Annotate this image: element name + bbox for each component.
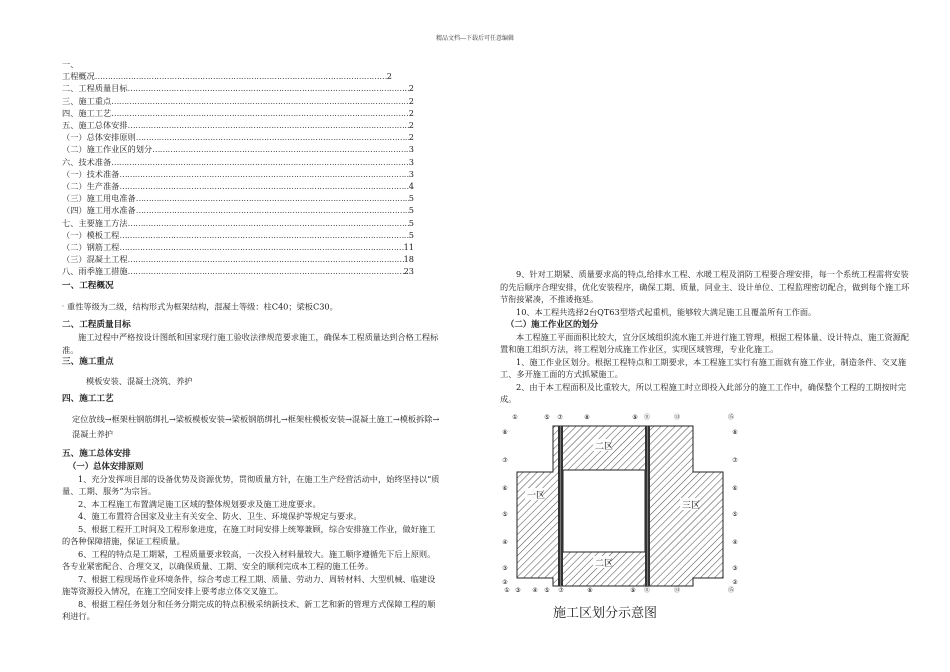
axis-label: ⑧ bbox=[732, 429, 738, 436]
toc-entry-label: （一）技术准备 bbox=[62, 168, 120, 179]
axis-label: ⑬ bbox=[673, 414, 681, 421]
toc-entry-page: 5 bbox=[408, 205, 414, 216]
toc-leader-dots bbox=[119, 168, 408, 180]
principle-item: 1、充分发挥项目部的设备优势及资源优势，贯彻质量方针，在施工生产经营活动中，始终坚持以“质量、工期、服务”为宗旨。 bbox=[62, 473, 440, 497]
principle-item: 6、工程的特点是工期紧，工程质量要求较高，一次投入材料量较大。施工顺序遵循先下后上原则。各专业紧密配合、合理交叉，以确保质量、工期、安全的顺利完成本工程的施工任务。 bbox=[62, 548, 436, 572]
subsection-2-p1: 本工程施工平面面积比较大，宜分区域组织流水施工并进行施工管理，根据工程体量、设计特点、施工资源配置和施工组织方法，将工程划分成施工作业区，实现区域管理，专业化施工。 bbox=[500, 331, 910, 354]
toc-entry bbox=[62, 253, 414, 265]
axis-label: ③ bbox=[732, 565, 738, 572]
toc-entry-page: 2 bbox=[408, 107, 414, 118]
toc-leader-dots bbox=[152, 143, 409, 155]
section-1-title: 一、工程概况 bbox=[62, 281, 114, 291]
toc-entry-page: 2 bbox=[408, 83, 414, 94]
toc-leader-dots bbox=[95, 70, 387, 82]
axis-label: ⑮ bbox=[727, 414, 735, 421]
principle-item: 4、施工布置符合国家及业主有关安全、防火、卫生、环境保护等规定与要求。 bbox=[78, 511, 362, 522]
toc-leader-dots bbox=[119, 180, 408, 192]
central-courtyard bbox=[563, 470, 645, 552]
axis-label: ③ bbox=[502, 565, 508, 572]
toc-leader-dots bbox=[111, 95, 409, 107]
axis-label: ⑦ bbox=[502, 457, 508, 464]
axis-labels-top bbox=[512, 413, 734, 421]
toc-entry-label: 三、施工重点 bbox=[62, 95, 112, 106]
toc-leader-dots bbox=[111, 107, 409, 119]
toc-leader-dots bbox=[119, 229, 408, 241]
section-5-subtitle: （一）总体安排原则 bbox=[68, 461, 144, 472]
toc-entry-label: （四）施工用水准备 bbox=[62, 205, 136, 216]
toc-entry bbox=[62, 265, 414, 277]
section-5-title: 五、施工总体安排 bbox=[62, 448, 131, 459]
toc-entry-page: 3 bbox=[408, 144, 414, 155]
toc-entry-label: （二）钢筋工程 bbox=[62, 242, 120, 253]
axis-label: ⑮ bbox=[727, 587, 735, 594]
axis-label: ④ bbox=[532, 587, 538, 594]
toc-entry bbox=[62, 229, 414, 241]
axis-label: ⑤ bbox=[544, 587, 550, 594]
toc-leader-dots bbox=[136, 131, 409, 143]
toc-entry bbox=[62, 107, 414, 119]
axis-label: ⑥ bbox=[732, 485, 738, 492]
toc-entry-label: （一）模板工程 bbox=[62, 229, 120, 240]
toc-entry bbox=[62, 70, 392, 82]
zone-label-1: 一区 bbox=[527, 491, 546, 501]
toc-entry-page: 2 bbox=[386, 71, 392, 82]
axis-label: ⑦ bbox=[557, 414, 563, 421]
toc-entry-label: 工程概况 bbox=[62, 71, 95, 82]
section-2-text: 施工过程中严格按设计图纸和国家现行施工验收法律规范要求施工，确保本工程质量达到合格工程标准。 bbox=[62, 332, 439, 355]
axis-labels-right bbox=[732, 429, 738, 586]
toc-entry-label: （三）施工用电准备 bbox=[62, 193, 136, 204]
axis-label: ⑤ bbox=[544, 414, 550, 421]
toc-leader-dots bbox=[128, 265, 404, 277]
toc-entry-page: 3 bbox=[408, 168, 414, 179]
axis-labels-left bbox=[502, 429, 508, 586]
left-column bbox=[62, 280, 442, 623]
axis-label: ⑬ bbox=[673, 587, 681, 594]
section-3-text: 模板安装、混凝土浇筑、养护 bbox=[86, 375, 193, 386]
toc-entry bbox=[62, 192, 414, 204]
section-1-text: 重性等级为二级，结构形式为框架结构，混凝土等级：柱C40；梁板C30。 bbox=[67, 301, 338, 312]
axis-label: ① bbox=[512, 414, 518, 421]
axis-label: ③ bbox=[515, 587, 521, 594]
toc-leader-dots bbox=[128, 253, 404, 265]
toc-entry-page: 5 bbox=[408, 229, 414, 240]
axis-label: ⑦ bbox=[732, 457, 738, 464]
toc-entry-page: 23 bbox=[403, 266, 414, 277]
toc-entry-page: 2 bbox=[408, 132, 414, 143]
right-column bbox=[500, 268, 910, 406]
subsection-2-p2: 1、施工作业区划分。根据工程特点和工期要求，本工程施工实行有施工面就有施工作业，制造条件、交叉施工、多开施工面的方式抓紧施工。 bbox=[500, 356, 907, 379]
page-header: 精品文档---下载后可任意编辑 bbox=[435, 35, 515, 42]
axis-label: ⑪ bbox=[643, 587, 651, 594]
axis-labels-bottom bbox=[504, 586, 734, 594]
toc-entry-label: 七、主要施工方法 bbox=[62, 217, 128, 228]
toc-entry bbox=[62, 168, 414, 180]
toc-entry-page: 4 bbox=[408, 181, 414, 192]
right-items bbox=[500, 268, 910, 318]
toc-leader-dots bbox=[128, 82, 409, 94]
toc-entry-label: 六、技术准备 bbox=[62, 156, 112, 167]
toc-entry bbox=[62, 131, 414, 143]
axis-label: ⑦ bbox=[558, 587, 564, 594]
diagram-caption: 施工区划分示意图 bbox=[553, 606, 658, 621]
toc-entry bbox=[62, 95, 414, 107]
principle-item: 8、根据工程任务划分和任务分期完成的特点积极采纳新技术、新工艺和新的管理方式保障工程的顺利进行。 bbox=[62, 598, 436, 622]
toc-entry bbox=[62, 217, 414, 229]
section-1-mark: 。 bbox=[62, 301, 68, 308]
toc-entry-page: 18 bbox=[403, 254, 414, 265]
toc-entry-label: 五、施工总体安排 bbox=[62, 120, 128, 131]
toc-entry-label: （二）生产准备 bbox=[62, 181, 120, 192]
principle-item: 5、根据工程开工时间及工程形象进度，在施工时间安排上统筹兼顾，综合安排施工作业，做好施工的各种保障措施，保证工程质量。 bbox=[62, 523, 436, 547]
principle-item: 2、本工程施工布置满足施工区域的整体规划要求及施工进度要求。 bbox=[78, 498, 321, 509]
section-5-items bbox=[62, 473, 442, 623]
axis-label: ④ bbox=[502, 539, 508, 546]
toc-entry-label: 二、工程质量目标 bbox=[62, 83, 128, 94]
toc-leader-dots bbox=[136, 192, 409, 204]
toc-entry bbox=[62, 119, 414, 131]
axis-label: ⑧ bbox=[587, 587, 593, 594]
zone-diagram bbox=[495, 408, 745, 628]
toc-entry bbox=[62, 180, 414, 192]
toc-entry bbox=[62, 156, 414, 168]
principle-item: 9、针对工期紧、质量要求高的特点,给排水工程、水暖工程及消防工程要合理安排，每一个系统工程需将安装的先后顺序合理安排，优化安装程序，确保工期、质量，同业主、设计单位、工程监理密切配合，做到每个施工环节衔接紧凑，不推诿拖延。 bbox=[500, 269, 910, 304]
toc-entry bbox=[62, 241, 414, 253]
toc-entry-page: 5 bbox=[408, 217, 414, 228]
toc-leader-dots bbox=[119, 241, 403, 253]
axis-label: ② bbox=[732, 579, 738, 586]
table-of-contents bbox=[62, 58, 414, 278]
zone-label-2-top: 二区 bbox=[595, 442, 614, 452]
toc-entry-label: 八、雨季施工措施 bbox=[62, 266, 128, 277]
toc-entry-label: 四、施工工艺 bbox=[62, 107, 112, 118]
toc-entry bbox=[62, 204, 414, 216]
toc-entry-label: （二）施工作业区的划分 bbox=[62, 144, 153, 155]
axis-label: ⑧ bbox=[502, 429, 508, 436]
toc-entry bbox=[62, 143, 414, 155]
toc-entry-page: 5 bbox=[408, 193, 414, 204]
principle-item: 10、本工程共选择2台QT63型塔式起重机，能够较大满足施工且覆盖所有工作面。 bbox=[516, 306, 817, 317]
axis-label: ⑥ bbox=[502, 485, 508, 492]
toc-leader-dots bbox=[136, 204, 409, 216]
section-3-title: 三、施工重点 bbox=[62, 357, 114, 368]
toc-entry-page: 11 bbox=[403, 242, 414, 253]
toc-leader-dots bbox=[128, 119, 409, 131]
zone-label-2-bottom: 二区 bbox=[595, 559, 614, 569]
axis-label: ① bbox=[504, 587, 510, 594]
toc-leader-dots bbox=[111, 156, 409, 168]
toc-entry-page: 2 bbox=[408, 120, 414, 131]
axis-label: ④ bbox=[732, 539, 738, 546]
toc-entry bbox=[62, 58, 414, 70]
section-2-title: 二、工程质量目标 bbox=[62, 319, 131, 330]
subsection-2-title: （二）施工作业区的划分 bbox=[506, 319, 599, 329]
axis-label: ⑨ bbox=[630, 587, 636, 594]
toc-entry bbox=[62, 82, 414, 94]
toc-leader-dots bbox=[128, 217, 409, 229]
axis-label: ② bbox=[502, 579, 508, 586]
toc-entry-label: （一）总体安排原则 bbox=[62, 132, 136, 143]
principle-item: 7、根据工程现场作业环境条件，综合考虑工程工期、质量、劳动力、周转材料、大型机械、临建设施等资源投入情况，在施工空间安排上要考虑立体交叉施工。 bbox=[62, 573, 436, 597]
axis-label: ⑧ bbox=[584, 414, 590, 421]
toc-entry-label: （三）混凝土工程 bbox=[62, 254, 128, 265]
section-4-text: 定位放线→框架柱钢筋绑扎→梁板模板安装→梁板钢筋绑扎→框架柱模板安装→混凝土施工→模板拆除→混凝土养护 bbox=[72, 413, 440, 439]
axis-label: ⑨ bbox=[632, 414, 638, 421]
axis-label: ⑪ bbox=[643, 414, 651, 421]
section-4-title: 四、施工工艺 bbox=[62, 394, 114, 405]
subsection-2-p3: 2、由于本工程面积及比重较大，所以工程施工时立即投入此部分的施工工作中，确保整个工程的工期按时完成。 bbox=[500, 381, 907, 404]
zone-label-3: 三区 bbox=[682, 501, 701, 511]
toc-entry-label: 一、 bbox=[62, 59, 79, 69]
toc-entry-page: 2 bbox=[408, 95, 414, 106]
axis-label: ⑤ bbox=[502, 511, 508, 518]
axis-label: ⑤ bbox=[732, 511, 738, 518]
toc-entry-page: 3 bbox=[408, 156, 414, 167]
